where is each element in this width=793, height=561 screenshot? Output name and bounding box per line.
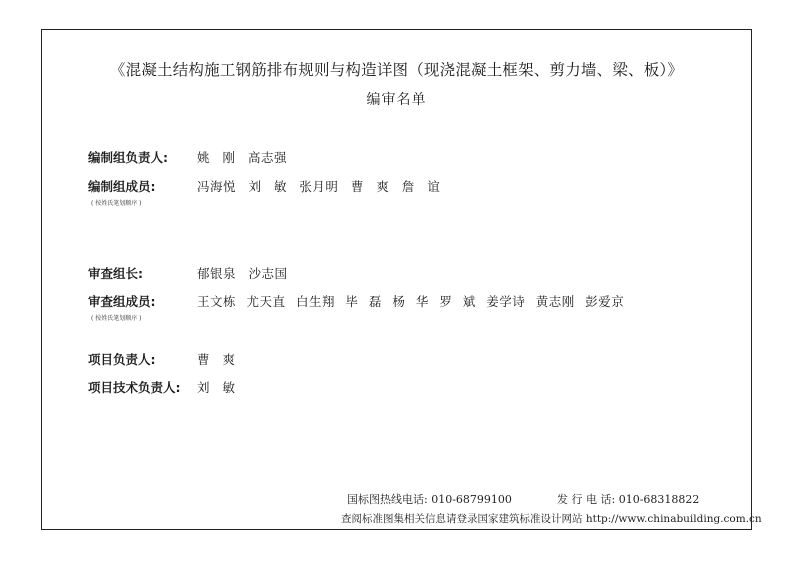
names-review-leader: 郁银泉 沙志国 bbox=[197, 266, 288, 281]
role-label-compile-members: 编制组成员: bbox=[88, 179, 156, 194]
names-compile-leader: 姚 刚 高志强 bbox=[197, 150, 287, 165]
role-label-project-leader: 项目负责人: bbox=[88, 352, 156, 367]
names-project-leader: 曹 爽 bbox=[197, 352, 236, 367]
issue-phone-text: 发 行 电 话: 010-68318822 bbox=[557, 493, 700, 506]
names-technical-leader: 刘 敏 bbox=[197, 380, 236, 395]
names-review-members: 王文栋 尤天直 白生翔 毕 磊 杨 华 罗 斌 姜学诗 黄志刚 彭爱京 bbox=[197, 294, 625, 309]
role-label-compile-leader: 编制组负责人: bbox=[88, 150, 168, 165]
website-text: 查阅标准图集相关信息请登录国家建筑标准设计网站 http://www.chinabuilding.com.cn bbox=[341, 513, 762, 525]
names-compile-members: 冯海悦 刘 敏 张月明 曹 爽 詹 谊 bbox=[197, 179, 441, 194]
document-subtitle: 编审名单 bbox=[366, 92, 427, 108]
order-note-review: ( 按姓氏笔划顺序 ) bbox=[91, 315, 142, 322]
role-label-review-leader: 审查组长: bbox=[88, 266, 143, 281]
hotline-text: 国标图热线电话: 010-68799100 bbox=[347, 493, 512, 506]
role-label-review-members: 审查组成员: bbox=[88, 294, 156, 309]
document-title: 《混凝土结构施工钢筋排布规则与构造详图（现浇混凝土框架、剪力墙、梁、板）》 bbox=[109, 61, 684, 79]
role-label-technical-leader: 项目技术负责人: bbox=[88, 380, 181, 395]
order-note-compile: ( 按姓氏笔划顺序 ) bbox=[91, 200, 142, 207]
